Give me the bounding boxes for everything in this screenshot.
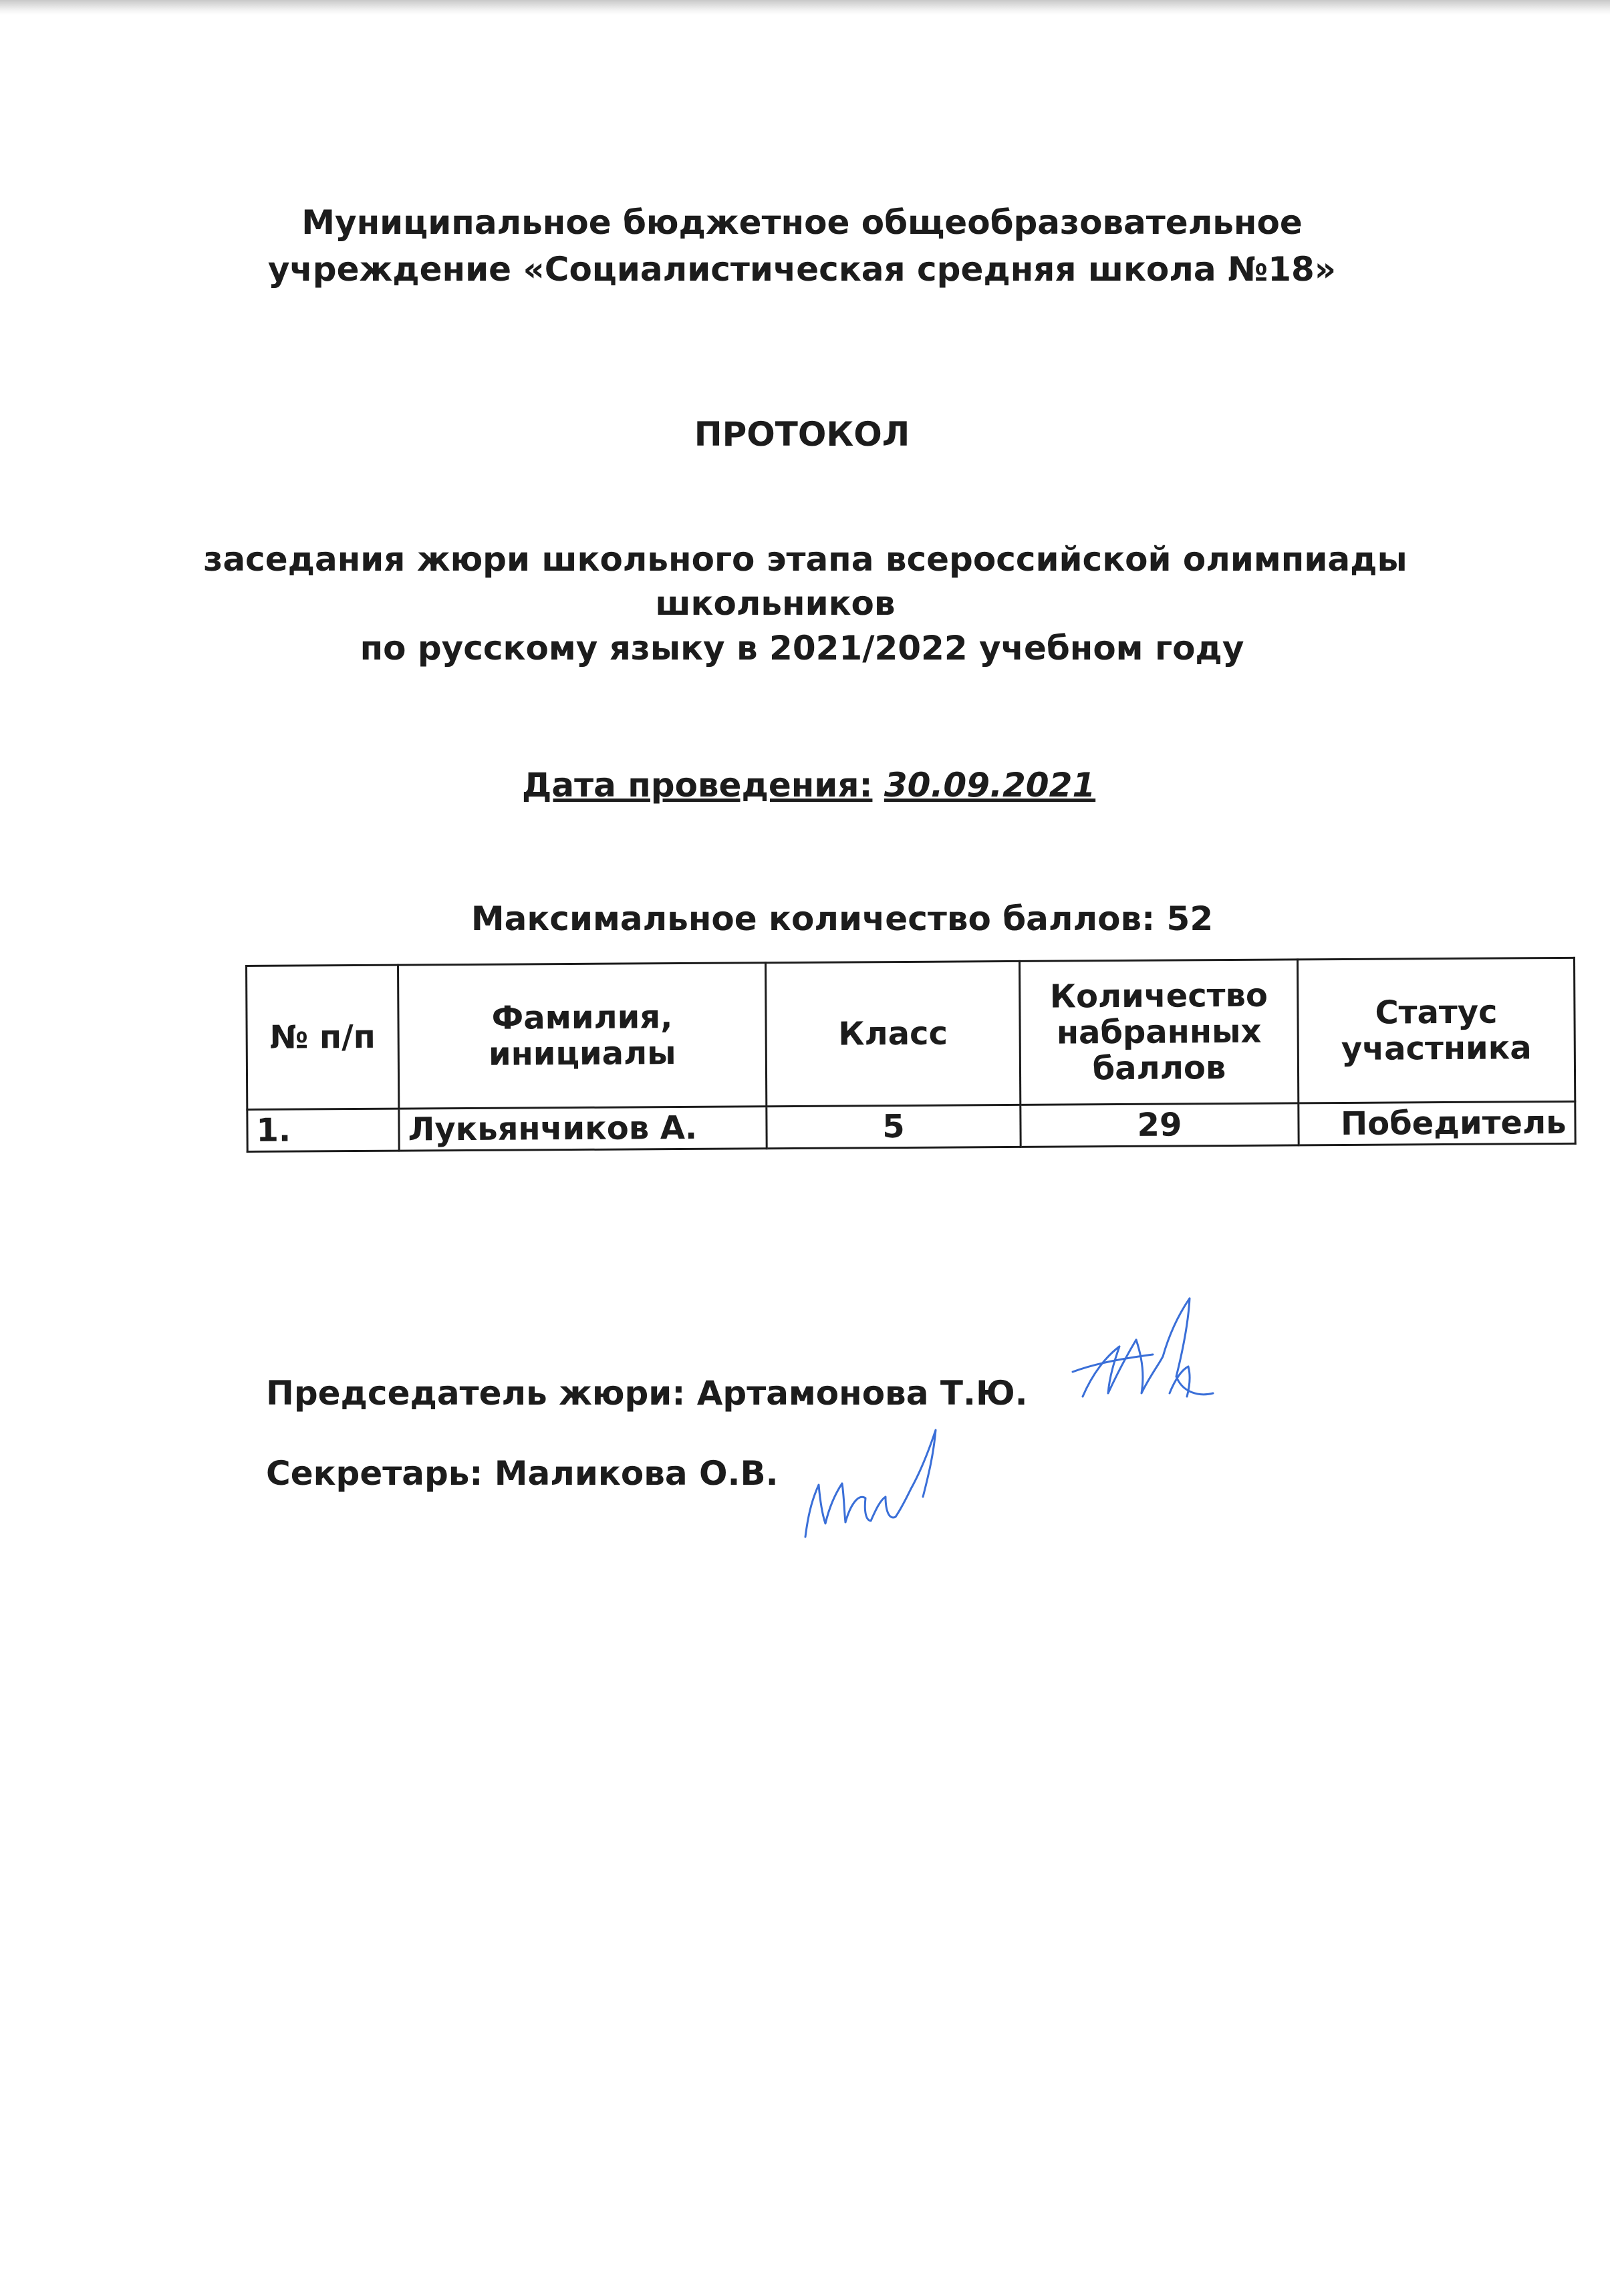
- table-header-row: [247, 958, 1575, 1109]
- description-line-2: школьников: [655, 584, 896, 623]
- cell-number: 1.: [247, 1109, 399, 1151]
- cell-score: 29: [1021, 1103, 1299, 1147]
- header-score: Количество набранных баллов: [1019, 960, 1298, 1105]
- cell-status: Победитель: [1299, 1101, 1575, 1145]
- jury-chair-line: Председатель жюри: Артамонова Т.Ю.: [266, 1374, 1028, 1413]
- header-status: Статус участника: [1297, 958, 1575, 1103]
- table-row: [247, 1101, 1575, 1151]
- event-date: [200, 762, 1417, 809]
- secretary-signature: [792, 1423, 952, 1550]
- header-grade: Класс: [765, 961, 1020, 1106]
- document-title: ПРОТОКОЛ: [694, 415, 910, 454]
- event-date-value: 30.09.2021: [884, 766, 1096, 805]
- secretary-line: Секретарь: Маликова О.В.: [266, 1454, 779, 1493]
- results-table: [245, 957, 1577, 1153]
- header-number: № п/п: [247, 965, 399, 1109]
- event-date-label: Дата проведения:: [521, 766, 873, 805]
- description-line-1: заседания жюри школьного этапа всероссийской олимпиады: [203, 540, 1407, 579]
- school-name-line-2: учреждение «Социалистическая средняя школа №18»: [267, 250, 1337, 289]
- cell-name: Лукьянчиков А.: [399, 1107, 767, 1151]
- description-line-3: по русскому языку в 2021/2022 учебном году: [360, 629, 1244, 668]
- chair-signature: [1069, 1293, 1223, 1433]
- max-score: Максимальное количество баллов: 52: [471, 899, 1214, 938]
- cell-grade: 5: [767, 1105, 1021, 1148]
- school-name-line-1: Муниципальное бюджетное общеобразовательное: [301, 203, 1303, 242]
- header-name: Фамилия, инициалы: [398, 963, 767, 1109]
